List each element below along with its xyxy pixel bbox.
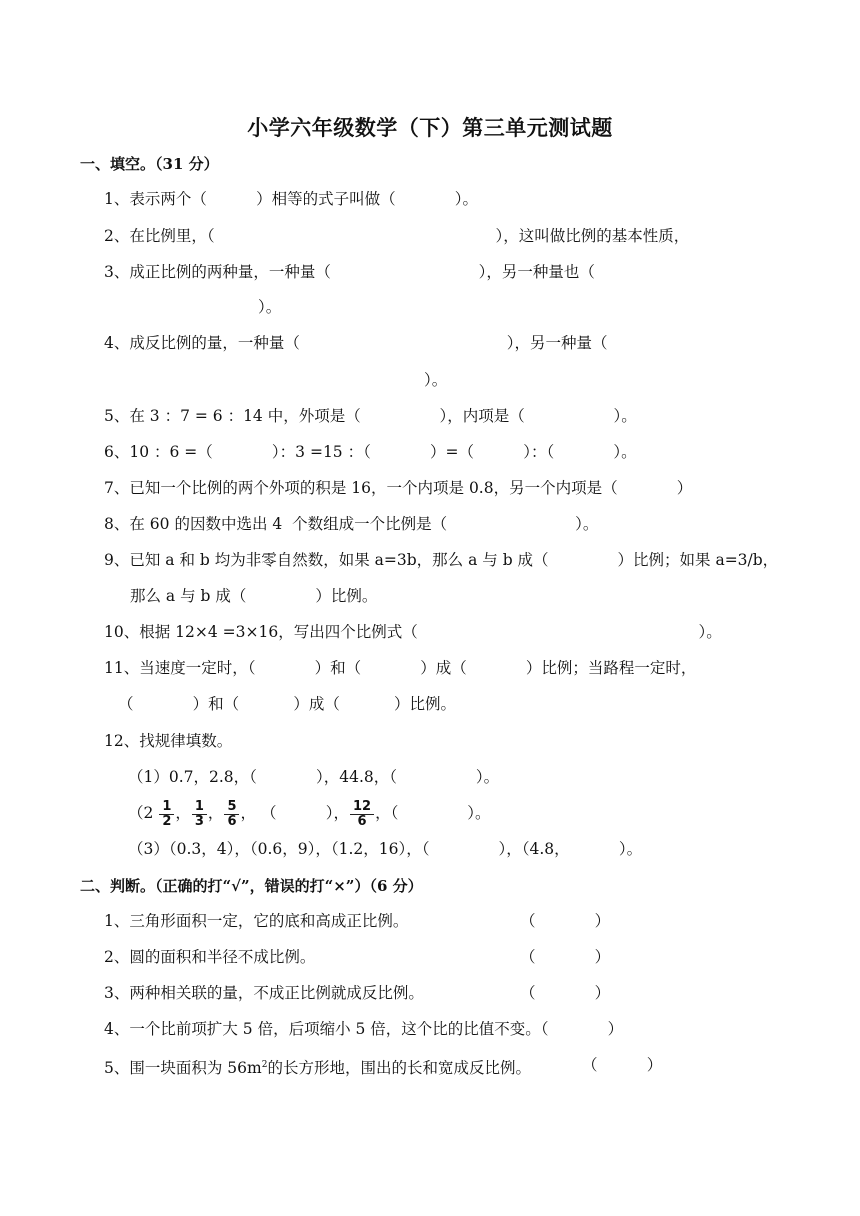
q10: 10、根据 12×4 =3×16，写出四个比例式（ ）。: [104, 623, 722, 641]
q12-3: （3）（0.3，4），（0.6，9），（1.2，16），（ ），（4.8， ）。: [128, 840, 643, 858]
fraction-1-2: $\frac{1}{2}$: [159, 800, 174, 829]
fraction-12-6: $\frac{12}{6}$: [350, 800, 374, 829]
q12-2-blank1: （ ）: [260, 804, 334, 822]
q9: 9、已知 a 和 b 均为非零自然数，如果 a=3b，那么 a 与 b 成（ ）比例；如果 a=3/b，: [104, 551, 779, 569]
q1: 1、表示两个（ ）相等的式子叫做（ ）。: [104, 190, 479, 208]
q12-2-prefix: （2: [128, 804, 154, 822]
judge-2: 2、圆的面积和半径不成比例。 （ ）: [104, 948, 611, 966]
q4-cont: ）。: [424, 371, 448, 389]
q12-1: （1）0.7，2.8，（ ），44.8，（ ）。: [128, 768, 500, 786]
q7: 7、已知一个比例的两个外项的积是 16，一个内项是 0.8，另一个内项是（ ）: [104, 479, 693, 497]
q12-2-blank2: ，（ ）。: [375, 804, 491, 822]
q12: 12、找规律填数。: [104, 732, 233, 750]
q2: 2、在比例里，（ ），这叫做比例的基本性质，: [104, 227, 690, 245]
q12-2: （2 $\frac{1}{2}$ ， $\frac{1}{3}$ ， $\frac{5}{6}$ ， （ ）， $\frac{12}{6}$ ，（ ）。: [128, 798, 491, 829]
q9-cont: 那么 a 与 b 成（ ）比例。: [130, 587, 378, 605]
q5: 5、在 3 ：7 = 6 ：14 中，外项是（ ），内项是（ ）。: [104, 407, 637, 425]
fraction-5-6: $\frac{5}{6}$: [224, 800, 239, 829]
q3-cont: ）。: [258, 298, 282, 316]
section1-heading: 一、填空。（31 分）: [80, 155, 219, 173]
judge-1: 1、三角形面积一定，它的底和高成正比例。 （ ）: [104, 912, 611, 930]
q6: 6、10 ：6 =（ ）：3 =15 ：（ ）=（ ）：（ ）。: [104, 443, 637, 461]
q4: 4、成反比例的量，一种量（ ），另一种量（: [104, 334, 608, 352]
page-title: 小学六年级数学（下）第三单元测试题: [247, 115, 613, 140]
q11: 11、当速度一定时，（ ）和（ ）成（ ）比例；当路程一定时，: [104, 659, 697, 677]
judge-3: 3、两种相关联的量，不成正比例就成反比例。 （ ）: [104, 984, 611, 1002]
judge-4: 4、一个比前项扩大 5 倍，后项缩小 5 倍，这个比的比值不变。（ ）: [104, 1020, 624, 1038]
q8: 8、在 60 的因数中选出 4 个数组成一个比例是（ ）。: [104, 515, 599, 533]
q11-cont: （ ）和（ ）成（ ）比例。: [118, 695, 457, 713]
section2-heading: 二、判断。（正确的打“√”，错误的打“×”）（6 分）: [80, 877, 423, 895]
judge-5: 5、围一块面积为 $56m^2$的长方形地，围出的长和宽成反比例。 （ ）: [104, 1056, 663, 1078]
fraction-1-3: $\frac{1}{3}$: [192, 800, 207, 829]
q3: 3、成正比例的两种量，一种量（ ），另一种量也（: [104, 263, 595, 281]
